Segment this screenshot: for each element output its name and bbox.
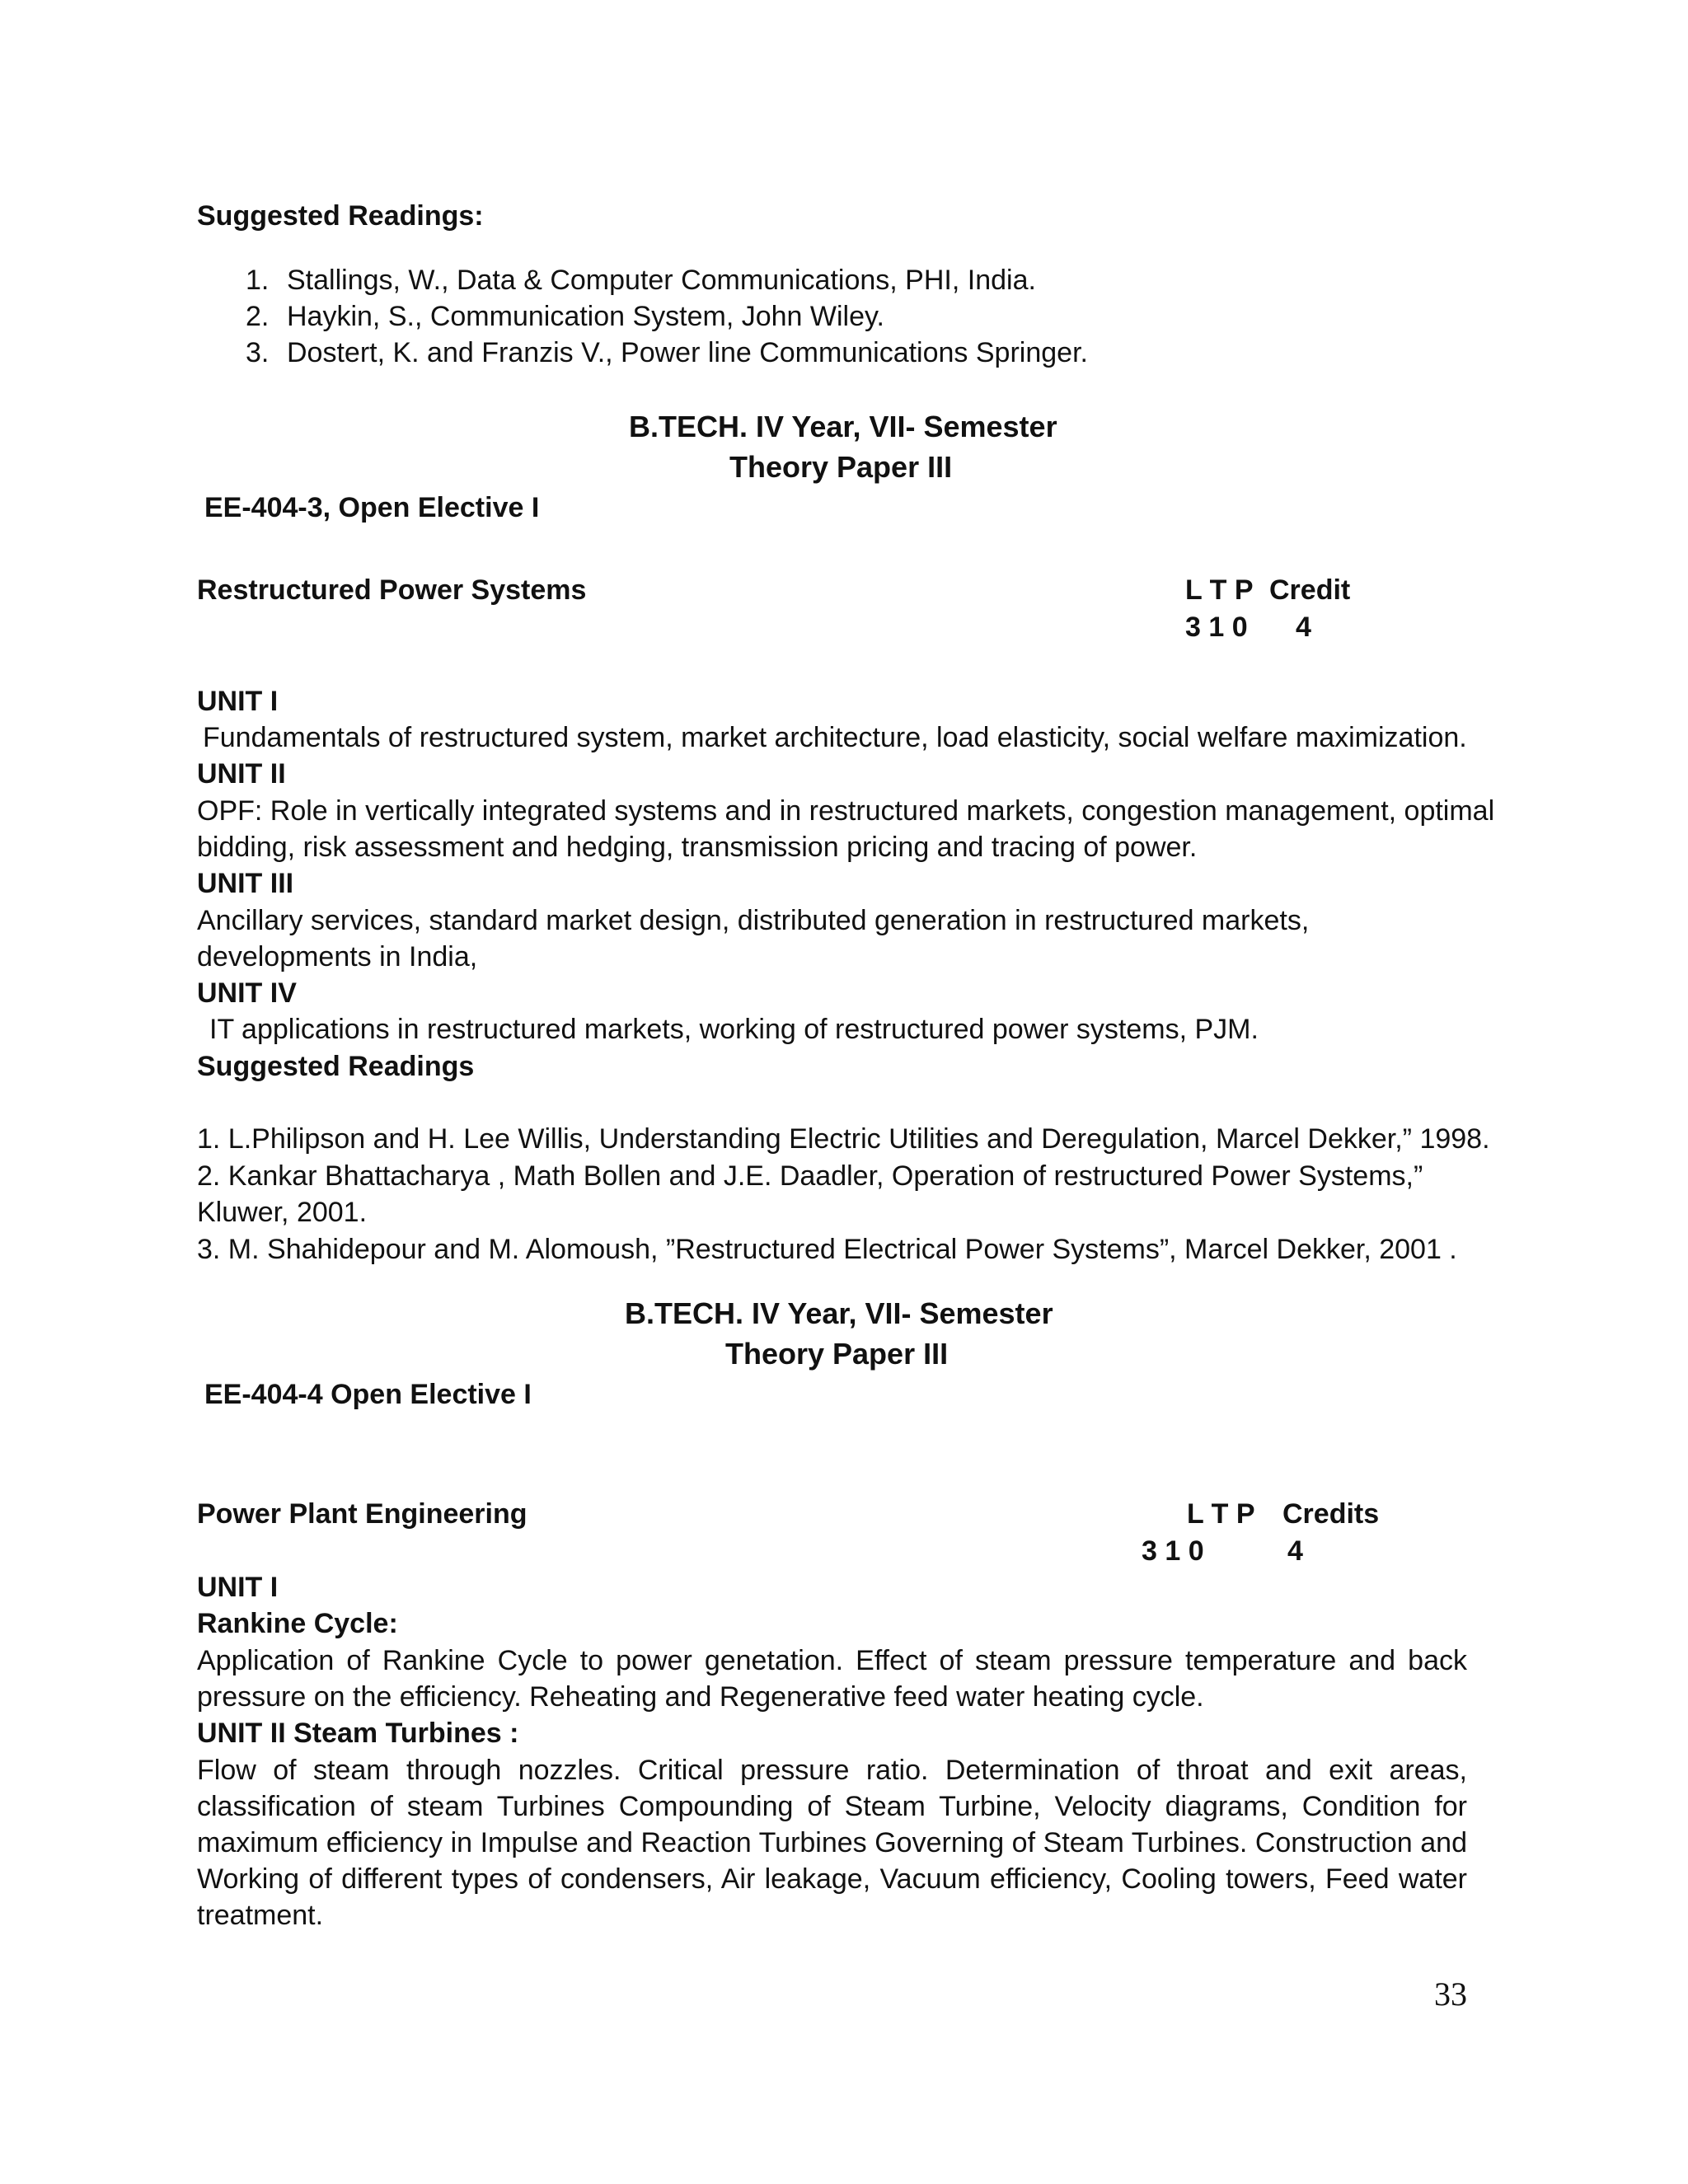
reading-item [246, 262, 1036, 298]
unit-heading: UNIT III [197, 868, 294, 899]
page-number: 33 [1434, 1975, 1467, 2013]
unit-text: developments in India, [197, 941, 478, 972]
reading-number: 1. [246, 265, 270, 296]
unit-heading: UNIT II Steam Turbines : [197, 1718, 519, 1749]
unit-heading: UNIT IV [197, 977, 297, 1009]
reading-item: 2. Kankar Bhattacharya , Math Bollen and J.E. Daadler, Operation of restructured Power Systems,” [197, 1160, 1423, 1192]
section-title: B.TECH. IV Year, VII- Semester [625, 1296, 1053, 1330]
course-title: Restructured Power Systems [197, 574, 587, 606]
reading-text: Dostert, K. and Franzis V., Power line Communications Springer. [287, 337, 1088, 368]
reading-item [246, 298, 884, 335]
credit-label: Credits [1282, 1498, 1380, 1530]
unit-text: Application of Rankine Cycle to power genetation. Effect of steam pressure temperature and back pressure on the efficiency. Reheating and Regenerative feed water heating cycle. [197, 1645, 1467, 1713]
course-code: EE-404-4 Open Elective I [204, 1379, 532, 1410]
unit-text: bidding, risk assessment and hedging, transmission pricing and tracing of power. [197, 832, 1198, 863]
credit-value: 4 [1296, 612, 1311, 643]
reading-item [246, 335, 1088, 371]
suggested-readings-heading: Suggested Readings: [197, 200, 484, 232]
credit-value: 4 [1287, 1535, 1303, 1567]
suggested-readings-heading: Suggested Readings [197, 1051, 475, 1082]
ltp-value: 3 1 0 [1142, 1535, 1204, 1567]
unit-text: OPF: Role in vertically integrated systems and in restructured markets, congestion management, optimal [197, 795, 1495, 827]
ltp-label: L T P [1187, 1498, 1255, 1530]
unit-text: IT applications in restructured markets, working of restructured power systems, PJM. [209, 1014, 1259, 1045]
section-title: B.TECH. IV Year, VII- Semester [629, 410, 1057, 443]
unit-heading: UNIT II [197, 758, 286, 790]
unit-text: Ancillary services, standard market design, distributed generation in restructured markets, [197, 905, 1310, 936]
unit-heading: UNIT I [197, 1572, 279, 1603]
reading-number: 2. [246, 301, 270, 332]
reading-item: Kluwer, 2001. [197, 1197, 368, 1228]
rankine-heading: Rankine Cycle: [197, 1608, 398, 1639]
unit-heading: UNIT I [197, 686, 279, 717]
ltp-label: L T P [1185, 574, 1254, 606]
ltp-value: 3 1 0 [1185, 612, 1248, 643]
reading-text: Haykin, S., Communication System, John Wiley. [287, 301, 884, 332]
reading-number: 3. [246, 337, 270, 368]
course-code: EE-404-3, Open Elective I [204, 492, 540, 523]
reading-text: Stallings, W., Data & Computer Communications, PHI, India. [287, 265, 1036, 296]
section-subtitle: Theory Paper III [725, 1337, 949, 1371]
unit-text: Flow of steam through nozzles. Critical pressure ratio. Determination of throat and exit areas, classification of steam Turbines Compounding of Steam Turbine, Velocity diagrams, Condition for maximum efficiency in Impulse and Reaction Turbines Governing of Steam Turbines. Construction and Working of different types of condensers, Air leakage, Vacuum efficiency, Cooling towers, Feed water treatment. [197, 1755, 1467, 1931]
reading-item: 1. L.Philipson and H. Lee Willis, Understanding Electric Utilities and Deregulation, Marcel Dekker,” 1998. [197, 1123, 1490, 1155]
credit-label: Credit [1269, 574, 1351, 606]
section-subtitle: Theory Paper III [729, 450, 953, 484]
unit-text: Fundamentals of restructured system, market architecture, load elasticity, social welfare maximization. [203, 722, 1467, 753]
reading-item: 3. M. Shahidepour and M. Alomoush, ”Restructured Electrical Power Systems”, Marcel Dekker, 2001 . [197, 1234, 1457, 1265]
course-title: Power Plant Engineering [197, 1498, 528, 1530]
